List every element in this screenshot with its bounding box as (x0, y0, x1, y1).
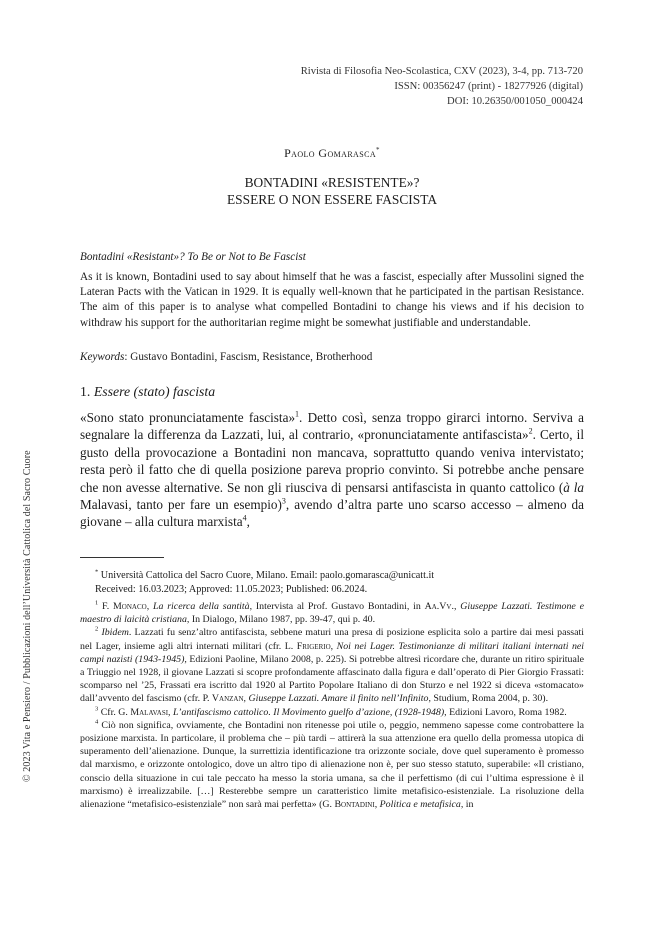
footnote-author: Vanzan (211, 693, 244, 705)
english-title: Bontadini «Resistant»? To Be or Not to Be Fascist (80, 251, 306, 263)
footnote-text: , (168, 706, 173, 718)
footnote-text: Cfr. G. (98, 706, 131, 718)
author-line (80, 146, 584, 161)
footnote-work-title: L’antifascismo cattolico. Il Movimento guelfo d’azione, (1928-1948) (172, 706, 445, 718)
footnote-divider (80, 557, 164, 558)
footnote-number: 1 (95, 599, 99, 607)
title-line-1: BONTADINI «RESISTENTE»? (244, 175, 420, 190)
journal-doi: DOI: 10.26350/001050_000424 (447, 96, 583, 107)
journal-header (301, 64, 583, 109)
copyright-sidebar: © 2023 Vita e Pensiero / Pubblicazioni dell’Università Cattolica del Sacro Cuore (22, 450, 33, 782)
footnote-4 (80, 719, 584, 811)
body-text-segment: . Detto così, senza troppo girarci intorno. Serviva a segnalare la differenza da Lazzati, lui, al contrario, «pronunciatamente antifascista» (80, 410, 584, 443)
section-number: 1. (80, 384, 91, 399)
footnote-author: Bontadini (334, 799, 375, 811)
footnote-text: , (330, 640, 337, 652)
footnote-text: , in (460, 799, 474, 811)
footnote-text: , Intervista al Prof. Gustavo Bontadini, in (249, 601, 425, 612)
footnote-3 (80, 706, 584, 719)
footnote-ref-1[interactable]: 1 (295, 409, 300, 419)
keywords-list: : Gustavo Bontadini, Fascism, Resistance, Brotherhood (124, 351, 373, 363)
journal-issn: ISSN: 00356247 (print) - 18277926 (digital) (394, 81, 583, 92)
affiliation-mark: * (95, 568, 99, 576)
keywords-label: Keywords (80, 351, 125, 363)
affiliation-note (95, 569, 584, 596)
footnote-ref-2[interactable]: 2 (528, 427, 533, 437)
footnote-1 (80, 600, 584, 626)
footnote-work-title: Ibidem (101, 627, 129, 639)
article-title (80, 174, 584, 208)
footnote-number: 3 (95, 705, 99, 713)
body-italic-segment: à la (563, 479, 584, 495)
section-heading (80, 384, 584, 400)
affiliation-text: Università Cattolica del Sacro Cuore, Milano. Email: paolo.gomarasca@unicatt.it (100, 570, 435, 581)
keywords-line (80, 351, 584, 363)
author-name: Paolo Gomarasca (284, 146, 376, 160)
footnote-author: Aa.Vv. (424, 601, 454, 612)
footnote-author: Monaco (113, 601, 147, 612)
journal-citation: Rivista di Filosofia Neo-Scolastica, CXV (2023), 3-4, pp. 713-720 (300, 66, 583, 77)
body-text-segment: Malavasi, tanto per fare un esempio) (80, 497, 282, 513)
footnote-2 (80, 626, 584, 705)
footnote-text: , (146, 601, 153, 612)
footnotes (80, 600, 584, 811)
footnote-author: Frigerio (296, 640, 331, 652)
title-line-2: ESSERE O NON ESSERE FASCISTA (227, 192, 437, 207)
footnote-text: , (453, 601, 461, 612)
footnote-ref-3[interactable]: 3 (281, 496, 286, 506)
body-text-segment: , avendo d’altra parte uno scarso accesso – almeno da giovane – alla cultura marxista (80, 497, 584, 530)
section-title: Essere (stato) fascista (93, 384, 216, 399)
footnote-work-title: Politica e metafisica (379, 799, 461, 811)
footnote-text: . Lazzati fu senz’altro antifascista, sebbene maturi una presa di posizione esplicita solo a partire dai mesi passati nel Lager, insieme agli altri internati militari (cfr. L. (80, 627, 585, 652)
footnote-text: , (374, 799, 380, 811)
footnote-author: Malavasi (130, 706, 169, 718)
footnote-work-title: Giuseppe Lazzati. Amare il finito nell’Infinito (248, 693, 429, 705)
footnote-text: , (243, 693, 249, 705)
footnote-ref-4[interactable]: 4 (242, 514, 247, 524)
footnote-text: , Studium, Roma 2004, p. 30). (428, 693, 549, 705)
footnote-work-title: Noi nei Lager. Testimonianze di militari italiani internati nei campi nazisti (1943-1945) (80, 640, 585, 665)
footnote-number: 2 (95, 626, 99, 634)
footnote-work-title: Giuseppe Lazzati. Testimone e maestro di laicità cristiana (80, 601, 585, 626)
body-text-segment: . Certo, il gusto della provocazione a Bontadini non mancava, soprattutto quando veniva intervistato; resta però il fatto che di quella posizione pareva proprio convinto. Si potrebbe anche pensare che non avesse alternative. Se non gli riusciva di pensarsi antifascista in quanto cattolico ( (80, 427, 584, 495)
footnote-text: Ciò non significa, ovviamente, che Bontadini non ritenesse poi utile o, peggio, nemmeno sapesse come controbattere la posizione marxista. In particolare, il problema che – più tardi – attirerà la sua attenzione era quello della promessa utopica di superamento dell’alienazione. Dunque, la surrettizia identificazione tra orizzonte sociale, dove quel superamento è promesso dal marxismo, e orizzonte ontologico, dove un altro tipo di alienazione non è, per suo stesso statuto, superabile: «Il cristiano, conscio della situazione in cui tale peccato ha messo la storia umana, sa che il perfettismo (di cui l’ultima espressione è il marxismo) è irrealizzabile. […] Resterebbe sempre un caratteristico limite metafisico-esistenziale. La risoluzione della alienazione “metafisico-esistenziale” non sarà mai perfetta» (G. (80, 719, 584, 811)
author-footnote-mark: * (376, 146, 380, 154)
body-text-segment: , (246, 514, 250, 530)
body-paragraph (80, 409, 584, 531)
footnote-text: , In Dialogo, Milano 1987, pp. 39-47, qui p. 40. (186, 614, 376, 626)
footnote-text: , Edizioni Lavoro, Roma 1982. (444, 706, 567, 718)
dates-line: Received: 16.03.2023; Approved: 11.05.2023; Published: 06.2024. (95, 583, 368, 595)
footnote-number: 4 (95, 718, 99, 726)
body-text-segment: «Sono stato pronunciatamente fascista» (80, 410, 296, 425)
abstract-text: As it is known, Bontadini used to say about himself that he was a fascist, especially after Mussolini signed the Lateran Pacts with the Vatican in 1929. It is equally well-known that he participated in the partisan Resistance. The aim of this paper is to analyse what compelled Bontadini to change his views and if his decision to withdraw his support for the authoritarian regime might be somewhat justifiable and understandable. (80, 271, 584, 329)
affiliation-line (95, 569, 584, 583)
footnote-text: F. (98, 601, 114, 612)
footnote-work-title: La ricerca della santità (152, 601, 250, 612)
footnote-text: , Edizioni Paoline, Milano 2008, p. 225). Si potrebbe altresì ricordare che, durante un ritiro spirituale a Triuggio nel 1928, il giovane Lazzati si scopre profondamente affascinato dalla figura e dall’operato di Pier Giorgio Frassati: scomparso nel ’25, Frassati era iscritto dal 1920 al Partito Popolare Italiano di don Sturzo e nel 1922 si diceva «stomacato» dall’avvento del fascismo (cfr. P. (80, 653, 584, 705)
